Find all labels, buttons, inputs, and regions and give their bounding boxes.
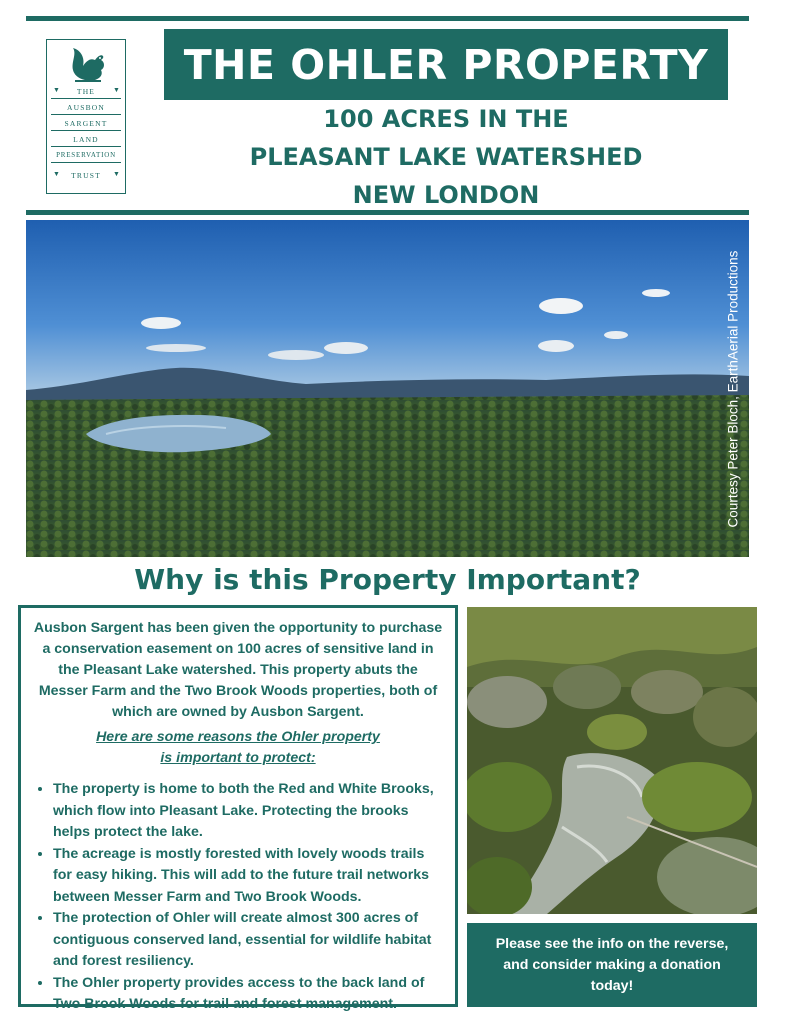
logo-line-6: TRUST <box>71 171 101 180</box>
intro-paragraph: Ausbon Sargent has been given the opportunity to purchase a conservation easement on 100 acres of sensitive land in the Pleasant Lake watershed. This property abuts the Messer Farm and the Two Brook Woods properties, both of which are owned by Ausbon Sargent. <box>33 620 443 720</box>
logo-line-1: THE <box>76 87 96 96</box>
photo-credit-text: Courtesy Peter Bloch, EarthAerial Productions <box>725 250 741 527</box>
logo-divider <box>51 146 121 147</box>
reasons-list <box>33 779 443 1016</box>
cta-line-3: today! <box>590 977 634 994</box>
title-banner <box>164 29 728 100</box>
info-box <box>18 605 458 1012</box>
page-title: THE OHLER PROPERTY <box>183 40 709 89</box>
subtitle-line-3: NEW LONDON <box>352 181 540 209</box>
trust-logo <box>46 39 126 194</box>
aerial-lake-photo <box>26 220 749 557</box>
logo-divider <box>51 114 121 115</box>
list-item: • The protection of Ohler will create almost 300 acres of contiguous conserved land, essential for wildlife habitat and forest resiliency. <box>53 908 443 973</box>
header-divider <box>26 210 749 215</box>
logo-line-2: AUSBON <box>66 103 106 112</box>
acorn-icon: ▼ <box>53 87 60 94</box>
acorn-icon: ▼ <box>113 87 120 94</box>
logo-line-3: SARGENT <box>64 119 108 128</box>
reasons-intro <box>33 727 443 769</box>
reasons-intro-line-2: is important to protect: <box>160 750 316 766</box>
reasons-intro-line-1: Here are some reasons the Ohler property <box>96 729 380 745</box>
brook-photo <box>467 607 757 914</box>
list-item: • The acreage is mostly forested with lovely woods trails for easy hiking. This will add to the future trail networks between Messer Farm and Two Brook Woods. <box>53 844 443 909</box>
cta-line-1: Please see the info on the reverse, <box>495 935 729 952</box>
logo-divider <box>51 98 121 99</box>
photo-credit <box>721 220 745 557</box>
logo-divider <box>51 162 121 163</box>
donation-callout <box>467 923 757 1007</box>
list-item: • The Ohler property provides access to the back land of Two Brook Woods for trail and forest management. <box>53 973 443 1016</box>
logo-divider <box>51 130 121 131</box>
logo-line-4: LAND <box>73 135 99 144</box>
logo-line-5: PRESERVATION <box>56 151 116 159</box>
list-item: • The property is home to both the Red and White Brooks, which flow into Pleasant Lake. Protecting the brooks helps protect the lake. <box>53 779 443 844</box>
top-divider <box>26 16 749 21</box>
section-heading: Why is this Property Important? <box>134 563 641 596</box>
subtitle-line-2: PLEASANT LAKE WATERSHED <box>249 143 643 171</box>
cta-line-2: and consider making a donation <box>503 956 721 973</box>
donation-callout-text <box>496 934 729 997</box>
acorn-icon: ▼ <box>113 171 120 178</box>
subtitle-line-1: 100 ACRES IN THE <box>323 105 569 133</box>
acorn-icon: ▼ <box>53 171 60 178</box>
squirrel-icon <box>65 44 109 84</box>
